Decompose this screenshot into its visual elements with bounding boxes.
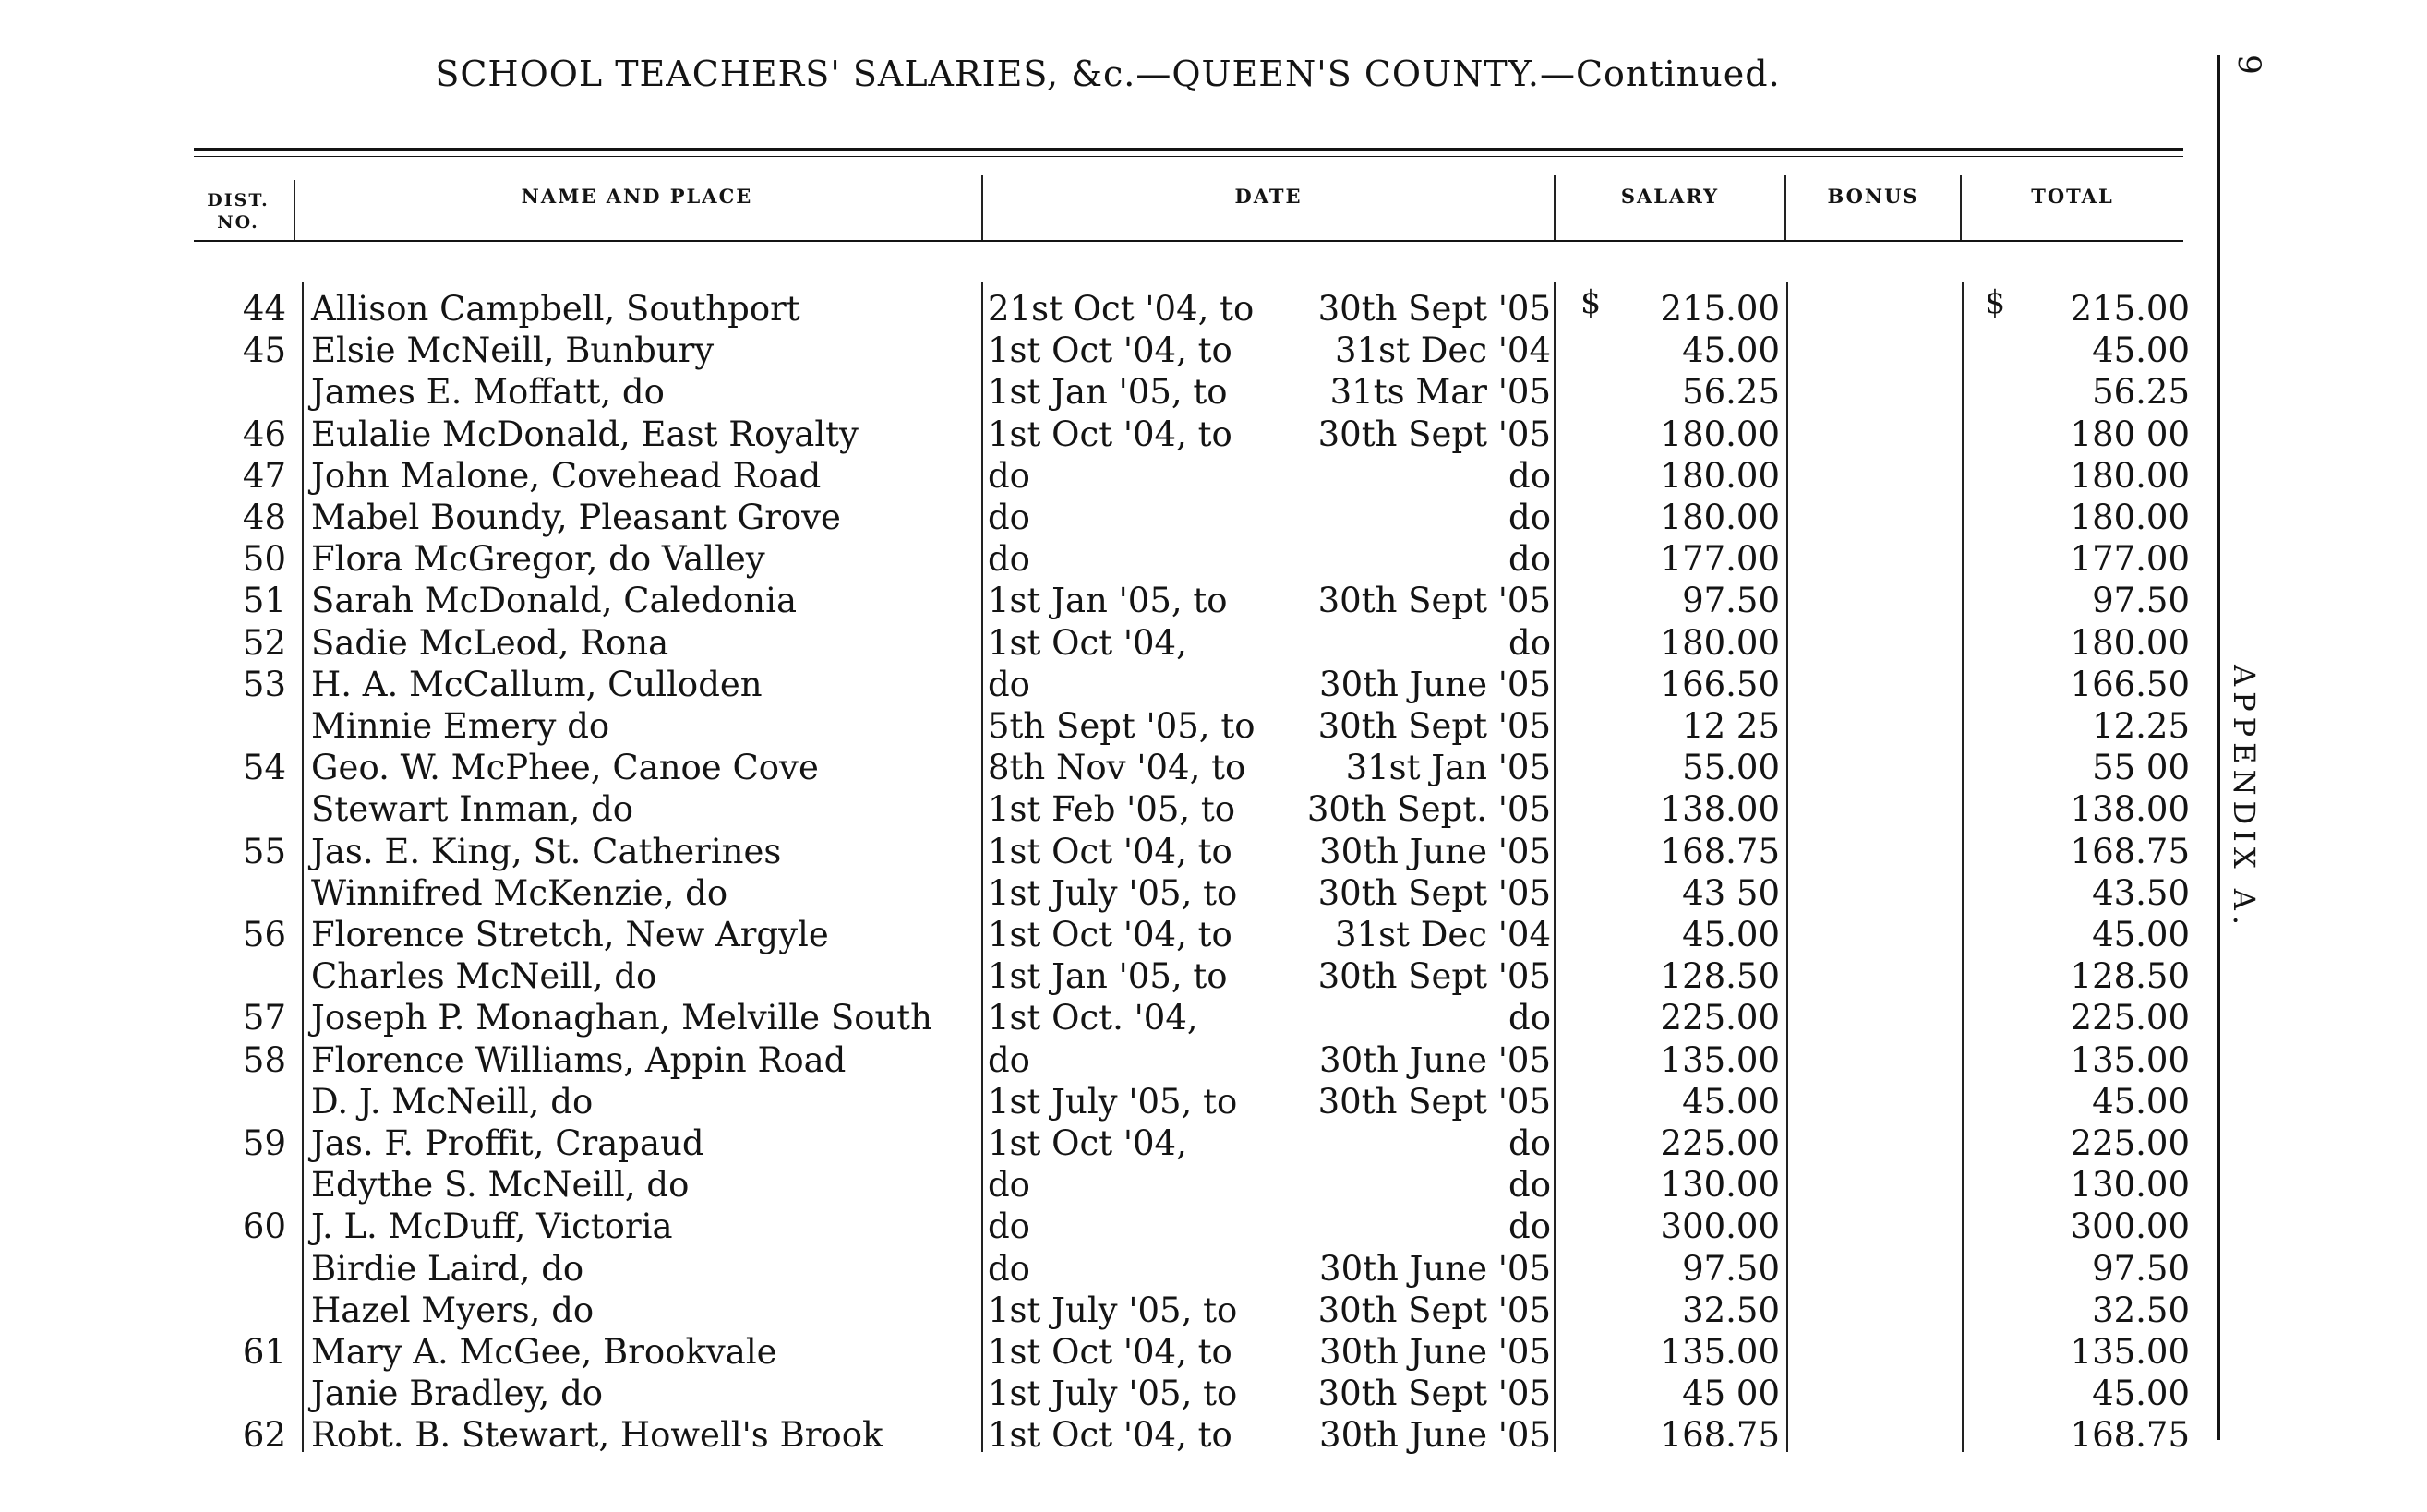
total-amount: 45.00 <box>2092 330 2190 371</box>
column-header-dist-line1: DIST. <box>207 190 270 210</box>
total-amount: 45.00 <box>2092 915 2190 954</box>
date-from: 21st Oct '04, to <box>988 289 1255 329</box>
date-to: 30th Sept '05 <box>1317 289 1551 329</box>
header-divider <box>1554 175 1556 240</box>
dist-no: 55 <box>242 831 286 871</box>
table-row <box>0 455 2216 497</box>
date-to: 30th June '05 <box>1319 831 1551 871</box>
table-row <box>0 1122 2216 1164</box>
dist-no: 44 <box>242 289 286 329</box>
date-from: do <box>988 1039 1030 1080</box>
salary-amount: 166.50 <box>1660 664 1780 704</box>
total-amount: 130.00 <box>2070 1165 2190 1206</box>
name-and-place: Sarah McDonald, Caledonia <box>311 581 798 621</box>
date-from: 1st July '05, to <box>988 872 1238 913</box>
table-row <box>0 664 2216 705</box>
total-amount: 32.50 <box>2092 1290 2190 1330</box>
date-to: 30th Sept '05 <box>1317 1374 1551 1414</box>
date-from: 1st Jan '05, to <box>988 956 1228 997</box>
total-amount: 43.50 <box>2092 872 2190 913</box>
date-to: do <box>1508 622 1551 663</box>
date-from: 1st Oct '04, to <box>988 915 1232 954</box>
date-from: 1st Jan '05, to <box>988 581 1228 621</box>
name-and-place: Joseph P. Monaghan, Melville South <box>311 998 932 1038</box>
name-and-place: Edythe S. McNeill, do <box>311 1165 690 1206</box>
salary-amount: 177.00 <box>1660 539 1780 580</box>
table-row <box>0 914 2216 955</box>
salary-amount: 45.00 <box>1682 1081 1780 1122</box>
name-and-place: J. L. McDuff, Victoria <box>311 1206 673 1247</box>
table-row <box>0 705 2216 747</box>
table-row <box>0 1164 2216 1206</box>
date-to: do <box>1508 1206 1551 1247</box>
date-to: do <box>1508 1165 1551 1206</box>
salary-amount: 135.00 <box>1660 1332 1780 1372</box>
date-from: do <box>988 1165 1030 1206</box>
date-to: 30th June '05 <box>1319 1332 1551 1372</box>
date-from: 1st July '05, to <box>988 1290 1238 1330</box>
column-header-name: NAME AND PLACE <box>521 185 753 208</box>
name-and-place: Minnie Emery do <box>311 706 610 746</box>
table-row <box>0 1206 2216 1247</box>
total-amount: 180.00 <box>2070 455 2190 496</box>
total-amount: 12.25 <box>2092 706 2190 746</box>
salary-amount: 135.00 <box>1660 1039 1780 1080</box>
name-and-place: H. A. McCallum, Culloden <box>311 664 763 704</box>
date-to: 30th June '05 <box>1319 1039 1551 1080</box>
name-and-place: Geo. W. McPhee, Canoe Cove <box>311 748 819 788</box>
column-header-date: DATE <box>1234 185 1303 208</box>
table-row <box>0 622 2216 664</box>
date-from: 1st Oct '04, <box>988 622 1187 663</box>
column-header-salary: SALARY <box>1620 185 1720 208</box>
date-from: 5th Sept '05, to <box>988 706 1256 746</box>
total-amount: 135.00 <box>2070 1332 2190 1372</box>
total-amount: 135.00 <box>2070 1039 2190 1080</box>
table-row <box>0 1414 2216 1456</box>
total-amount: 56.25 <box>2092 372 2190 413</box>
date-to: 30th Sept '05 <box>1317 706 1551 746</box>
date-from: 1st Feb '05, to <box>988 789 1236 830</box>
date-from: do <box>988 539 1030 580</box>
total-amount: 55 00 <box>2092 748 2190 788</box>
date-to: do <box>1508 539 1551 580</box>
date-from: 1st Oct '04, to <box>988 831 1232 871</box>
table-row <box>0 497 2216 538</box>
header-bottom-rule <box>194 240 2183 242</box>
date-to: do <box>1508 998 1551 1038</box>
name-and-place: Charles McNeill, do <box>311 956 657 997</box>
total-amount: 45.00 <box>2092 1374 2190 1414</box>
table-row <box>0 1373 2216 1414</box>
total-amount: 177.00 <box>2070 539 2190 580</box>
salary-amount: 43 50 <box>1682 872 1780 913</box>
total-amount: 180 00 <box>2070 414 2190 454</box>
column-header-dist <box>201 189 275 234</box>
salary-amount: 45 00 <box>1682 1374 1780 1414</box>
date-to: 30th Sept '05 <box>1317 956 1551 997</box>
name-and-place: Mabel Boundy, Pleasant Grove <box>311 498 841 537</box>
total-amount: 225.00 <box>2070 1123 2190 1163</box>
header-divider <box>1784 175 1786 240</box>
salary-amount: 168.75 <box>1660 1415 1780 1456</box>
page-number: 9 <box>2229 54 2267 75</box>
name-and-place: Florence Stretch, New Argyle <box>311 915 829 954</box>
salary-amount: 56.25 <box>1682 372 1780 413</box>
name-and-place: Robt. B. Stewart, Howell's Brook <box>311 1415 883 1456</box>
table-row <box>0 1039 2216 1081</box>
dist-no: 57 <box>242 998 286 1038</box>
name-and-place: Janie Bradley, do <box>311 1374 604 1414</box>
dist-no: 50 <box>242 539 286 580</box>
total-amount: 215.00 <box>2070 289 2190 329</box>
date-from: 1st Oct '04, to <box>988 1415 1232 1456</box>
dist-no: 62 <box>242 1415 286 1456</box>
dist-no: 56 <box>242 915 286 954</box>
name-and-place: Eulalie McDonald, East Royalty <box>311 414 859 454</box>
date-from: 1st Jan '05, to <box>988 372 1228 413</box>
date-from: 1st Oct '04, to <box>988 414 1232 454</box>
table-row <box>0 1290 2216 1331</box>
dist-no: 46 <box>242 414 286 454</box>
salary-amount: 130.00 <box>1660 1165 1780 1206</box>
date-to: 30th Sept '05 <box>1317 1081 1551 1122</box>
total-amount: 168.75 <box>2070 831 2190 871</box>
dist-no: 61 <box>242 1332 286 1372</box>
name-and-place: Winnifred McKenzie, do <box>311 872 728 913</box>
date-from: 1st Oct. '04, <box>988 998 1198 1038</box>
name-and-place: Jas. F. Proffit, Crapaud <box>311 1123 704 1163</box>
total-amount: 180.00 <box>2070 622 2190 663</box>
date-to: 30th June '05 <box>1319 1415 1551 1456</box>
salary-amount: 32.50 <box>1682 1290 1780 1330</box>
dist-no: 51 <box>242 581 286 621</box>
date-from: do <box>988 664 1030 704</box>
salary-amount: 97.50 <box>1682 581 1780 621</box>
date-from: 1st July '05, to <box>988 1374 1238 1414</box>
column-header-dist-line2: NO. <box>217 212 259 233</box>
date-from: do <box>988 1248 1030 1289</box>
table-row <box>0 288 2216 330</box>
table-row <box>0 872 2216 914</box>
name-and-place: Mary A. McGee, Brookvale <box>311 1332 777 1372</box>
date-to: 30th Sept '05 <box>1317 872 1551 913</box>
column-header-bonus: BONUS <box>1827 185 1919 208</box>
table-top-rule <box>194 148 2183 151</box>
salary-amount: 168.75 <box>1660 831 1780 871</box>
date-from: 1st Oct '04, to <box>988 330 1232 371</box>
total-amount: 128.50 <box>2070 956 2190 997</box>
salary-amount: 45.00 <box>1682 915 1780 954</box>
header-divider <box>294 180 295 240</box>
salary-amount: 128.50 <box>1660 956 1780 997</box>
salary-amount: 180.00 <box>1660 455 1780 496</box>
date-to: 30th Sept '05 <box>1317 1290 1551 1330</box>
total-amount: 180.00 <box>2070 498 2190 537</box>
table-row <box>0 997 2216 1038</box>
dist-no: 47 <box>242 455 286 496</box>
dist-no: 48 <box>242 498 286 537</box>
name-and-place: Birdie Laird, do <box>311 1248 584 1289</box>
dist-no: 59 <box>242 1123 286 1163</box>
dist-no: 54 <box>242 748 286 788</box>
salary-amount: 180.00 <box>1660 414 1780 454</box>
date-to: 30th June '05 <box>1319 664 1551 704</box>
total-amount: 168.75 <box>2070 1415 2190 1456</box>
date-to: 31st Dec '04 <box>1335 330 1551 371</box>
name-and-place: James E. Moffatt, do <box>311 372 665 413</box>
date-to: 31st Dec '04 <box>1335 915 1551 954</box>
table-row <box>0 1331 2216 1373</box>
column-header-total: TOTAL <box>2031 185 2114 208</box>
dist-no: 58 <box>242 1039 286 1080</box>
header-divider <box>1960 175 1962 240</box>
total-dollar-sign: $ <box>1985 284 2006 321</box>
salary-dollar-sign: $ <box>1580 284 1602 321</box>
page-title: SCHOOL TEACHERS' SALARIES, &c.—QUEEN'S COUNTY.—Continued. <box>435 54 1781 94</box>
appendix-label: APPENDIX A. <box>2227 665 2262 931</box>
table-row <box>0 414 2216 455</box>
table-row <box>0 1248 2216 1290</box>
date-to: do <box>1508 1123 1551 1163</box>
table-top-rule-thin <box>194 156 2183 157</box>
header-divider <box>981 175 983 240</box>
date-from: do <box>988 455 1030 496</box>
date-to: do <box>1508 455 1551 496</box>
salary-amount: 180.00 <box>1660 498 1780 537</box>
table-row <box>0 580 2216 621</box>
salary-amount: 180.00 <box>1660 622 1780 663</box>
date-to: 30th June '05 <box>1319 1248 1551 1289</box>
name-and-place: Jas. E. King, St. Catherines <box>311 831 782 871</box>
total-amount: 166.50 <box>2070 664 2190 704</box>
total-amount: 45.00 <box>2092 1081 2190 1122</box>
total-amount: 138.00 <box>2070 789 2190 830</box>
date-to: 30th Sept '05 <box>1317 414 1551 454</box>
name-and-place: John Malone, Covehead Road <box>311 455 822 496</box>
name-and-place: Stewart Inman, do <box>311 789 634 830</box>
name-and-place: Flora McGregor, do Valley <box>311 539 765 580</box>
total-amount: 225.00 <box>2070 998 2190 1038</box>
table-row <box>0 371 2216 413</box>
salary-amount: 225.00 <box>1660 1123 1780 1163</box>
total-amount: 97.50 <box>2092 1248 2190 1289</box>
table-row <box>0 1081 2216 1122</box>
salary-amount: 215.00 <box>1660 289 1780 329</box>
dist-no: 52 <box>242 622 286 663</box>
date-to: 30th Sept '05 <box>1317 581 1551 621</box>
dist-no: 53 <box>242 664 286 704</box>
date-to: 30th Sept. '05 <box>1306 789 1551 830</box>
salary-amount: 12 25 <box>1682 706 1780 746</box>
table-row <box>0 538 2216 580</box>
dist-no: 60 <box>242 1206 286 1247</box>
date-from: do <box>988 498 1030 537</box>
name-and-place: Sadie McLeod, Rona <box>311 622 669 663</box>
salary-amount: 225.00 <box>1660 998 1780 1038</box>
salary-amount: 300.00 <box>1660 1206 1780 1247</box>
date-from: 1st Oct '04, to <box>988 1332 1232 1372</box>
date-to: 31ts Mar '05 <box>1329 372 1551 413</box>
dist-no: 45 <box>242 330 286 371</box>
total-amount: 300.00 <box>2070 1206 2190 1247</box>
name-and-place: D. J. McNeill, do <box>311 1081 594 1122</box>
date-from: 1st Oct '04, <box>988 1123 1187 1163</box>
name-and-place: Allison Campbell, Southport <box>311 289 800 329</box>
salary-amount: 55.00 <box>1682 748 1780 788</box>
total-amount: 97.50 <box>2092 581 2190 621</box>
name-and-place: Hazel Myers, do <box>311 1290 595 1330</box>
table-row <box>0 831 2216 872</box>
date-from: 8th Nov '04, to <box>988 748 1246 788</box>
date-to: 31st Jan '05 <box>1345 748 1551 788</box>
name-and-place: Florence Williams, Appin Road <box>311 1039 847 1080</box>
date-to: do <box>1508 498 1551 537</box>
name-and-place: Elsie McNeill, Bunbury <box>311 330 715 371</box>
table-row <box>0 788 2216 830</box>
page-margin-rule <box>2217 55 2220 1440</box>
date-from: do <box>988 1206 1030 1247</box>
table-row <box>0 747 2216 788</box>
table-row <box>0 330 2216 371</box>
salary-amount: 138.00 <box>1660 789 1780 830</box>
table-row <box>0 955 2216 997</box>
salary-amount: 97.50 <box>1682 1248 1780 1289</box>
salary-amount: 45.00 <box>1682 330 1780 371</box>
date-from: 1st July '05, to <box>988 1081 1238 1122</box>
